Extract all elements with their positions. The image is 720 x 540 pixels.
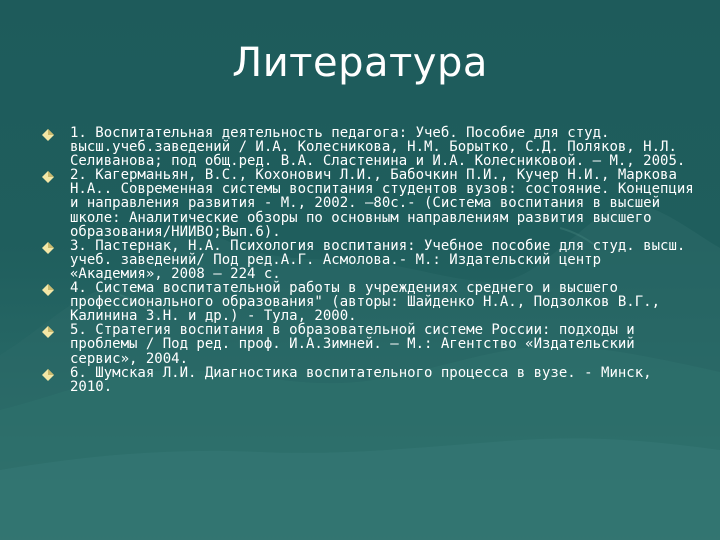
slide-title: Литература [232,40,488,86]
list-item [34,126,694,168]
list-item-text: 4. Система воспитательной работы в учреждениях среднего и высшего профессионального образования" (авторы: Шайденко Н.А., Подзолков В.Г., Калинина З.Н. и др.) - Тула, 2000. [70,280,661,325]
list-item-text: 3. Пастернак, Н.А. Психология воспитания: Учебное пособие для студ. высш. учеб. заведений/ Под ред.А.Г. Асмолова.- М.: Издательский центр «Академия», 2008 – 224 с. [70,237,686,282]
list-item [34,239,694,281]
list-item [34,366,694,394]
list-item [34,168,694,238]
diamond-bullet-icon [42,242,54,254]
diamond-bullet-icon [42,369,54,381]
list-item-text: 6. Шумская Л.И. Диагностика воспитательного процесса в вузе. - Минск, 2010. [70,364,652,395]
bibliography-list [34,126,694,394]
list-item-text: 5. Стратегия воспитания в образовательной системе России: подходы и проблемы / Под ред. проф. И.А.Зимней. – М.: Агентство «Издательский сервис», 2004. [70,322,635,367]
diamond-bullet-icon [42,326,54,338]
diamond-bullet-icon [42,284,54,296]
list-item-text: 2. Кагерманьян, В.С., Кохонович Л.И., Бабочкин П.И., Кучер Н.И., Маркова Н.А.. Современная системы воспитания студентов вузов: состояние. Концепция и направления развития - М., 2002. –80с.- (Система воспитания в высшей школе: Аналитические обзоры по основным направлениям развития высшего образования/НИИВО;Вып.6). [70,167,694,240]
list-item [34,281,694,323]
diamond-bullet-icon [42,171,54,183]
list-item-text: 1. Воспитательная деятельность педагога: Учеб. Пособие для студ. высш.учеб.заведений / И.А. Колесникова, Н.М. Борытко, С.Д. Поляков, Н.Л. Селиванова; под общ.ред. В.А. Сластенина и И.А. Колесниковой. – М., 2005. [70,125,686,170]
list-item [34,323,694,365]
diamond-bullet-icon [42,129,54,141]
